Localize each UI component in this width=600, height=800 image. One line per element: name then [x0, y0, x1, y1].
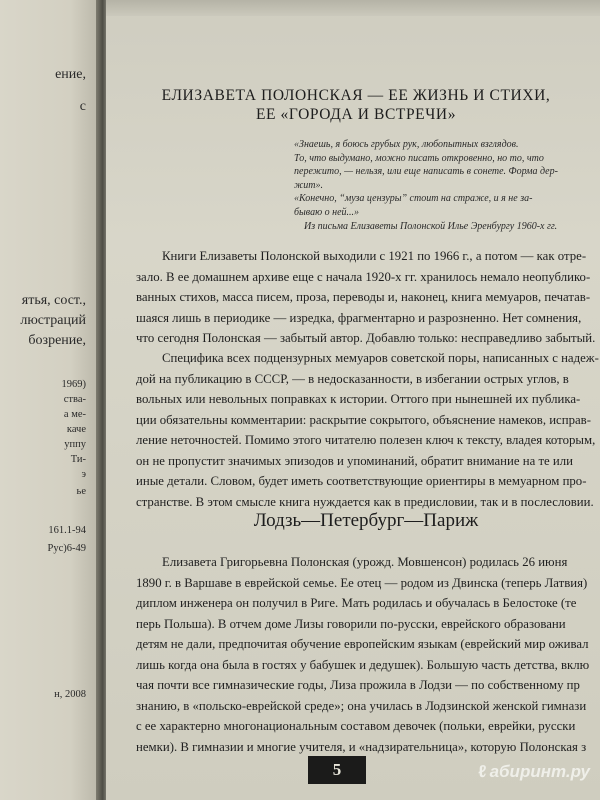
epigraph: [294, 138, 592, 234]
page: [106, 0, 600, 800]
text-line: иные детали. Словом, будет иметь соответствующие ориентиры в мемуарном про-: [136, 474, 587, 488]
text-line: ции обязательны комментарии: раскрытие сокрытого, объяснение намеков, исправ-: [136, 412, 591, 427]
facing-page-fragment: 161.1-94: [48, 525, 86, 536]
text-line: шаяся лишь в периодике — изредка, фрагментарно и разрозненно. Нет сомнения,: [136, 310, 582, 325]
facing-page-fragment: Рус)6-49: [47, 543, 86, 554]
section-heading: Лодзь—Петербург—Париж: [253, 510, 479, 531]
facing-page-fragment: уппу: [64, 439, 86, 450]
text-line: детям не дали, предпочитая обучение европейским языкам (еврейский мир оживал: [136, 637, 589, 651]
facing-page-fragment: ства-: [63, 394, 86, 405]
text-line: ление неточностей. Помимо этого читателю полезен ключ к тексту, владея которым,: [136, 433, 596, 447]
page-top-edge: [106, 0, 600, 16]
text-line: лишь когда она была в гостях у бабушек и дедушек). Большую часть детства, вклю: [136, 657, 590, 672]
epigraph-attribution: Из письма Елизаветы Полонской Илье Эренбургу 1960-х гг.: [304, 221, 558, 232]
facing-page-fragment: э: [81, 469, 86, 480]
text-line: перь Польша). В отчем доме Лизы говорили по-русски, еврейского образовани: [136, 616, 566, 631]
labirint-logo-icon: ℓ: [478, 762, 487, 781]
chapter-title-line: ЕЛИЗАВЕТА ПОЛОНСКАЯ — ЕЕ ЖИЗНЬ И СТИХИ,: [161, 87, 551, 104]
facing-page-fragment: люстраций: [20, 313, 86, 328]
facing-page-fragment: с: [79, 99, 86, 114]
text-line: странстве. В этом смысле книга нуждается как в предисловии, так и в послесловии.: [136, 494, 594, 509]
facing-page-fragment: Ти-: [70, 454, 86, 465]
text-line: 1890 г. в Варшаве в еврейской семье. Ее отец — родом из Двинска (теперь Латвия): [136, 575, 588, 590]
text-line: ванных стихов, масса писем, проза, переводы и, наконец, книга мемуаров, печатав-: [136, 290, 591, 304]
page-number: 5: [308, 756, 366, 784]
facing-page-fragment: н, 2008: [54, 689, 86, 700]
text-line: вольных или невольных поправках к истории. Оттого при нынешней их публика-: [136, 392, 581, 406]
text-line: Книги Елизаветы Полонской выходили с 1921 по 1966 г., а потом — как отре-: [162, 249, 587, 263]
text-line: Специфика всех подцензурных мемуаров советской поры, написанных с надеж-: [162, 351, 599, 365]
facing-page-fragment: ение,: [55, 67, 86, 82]
facing-page-fragment: 1969): [61, 379, 86, 390]
text-line: дой на публикацию в СССР, — в недосказанности, в избегании острых углов, в: [136, 371, 569, 386]
text-line: зало. В ее домашнем архиве еще с начала 1920-х гг. хранилось немало неопублико-: [136, 269, 591, 284]
epigraph-line: жит».: [294, 179, 324, 191]
intro-paragraph-2: [136, 348, 599, 512]
facing-page: [0, 0, 100, 800]
epigraph-line: пережито, — нельзя, или еще написать в сонете. Форма дер-: [294, 166, 558, 177]
intro-paragraph-1: [136, 246, 596, 349]
watermark: [478, 762, 590, 782]
epigraph-line: «Знаешь, я боюсь грубых рук, любопытных взглядов.: [294, 139, 519, 150]
text-line: диплом инженера он получил в Риге. Мать родилась и обучалась в Белостоке (те: [136, 596, 577, 610]
facing-page-fragment: а ме-: [63, 409, 86, 420]
epigraph-line: бываю о ней...»: [294, 206, 360, 218]
text-line: Елизавета Григорьевна Полонская (урожд. Мовшенсон) родилась 26 июня: [162, 555, 568, 569]
epigraph-line: «Конечно, “муза цензуры” стоит на страже, и я не за-: [294, 193, 533, 204]
body-paragraph: [136, 552, 596, 757]
chapter-title-line: ЕЕ «ГОРОДА И ВСТРЕЧИ»: [255, 106, 457, 123]
facing-page-fragment: каче: [66, 424, 86, 435]
text-line: с ее характерно многонациональным составом девочек (польки, еврейки, русски: [136, 719, 576, 733]
text-line: что сегодня Полонская — забытый автор. Добавлю только: несправедливо забытый.: [136, 331, 596, 345]
text-line: чая почти все гимназические годы, Лиза прожила в Лодзи — по собственному пр: [136, 678, 580, 692]
text-line: знанию, в «польско-еврейской среде»; она училась в Лодзинской женской гимнази: [136, 698, 587, 713]
facing-page-fragment: ье: [76, 486, 86, 497]
text-line: он не пропустит значимых эпизодов и упоминаний, обратит внимание на те или: [136, 453, 574, 468]
text-line: немки). В гимназии и многие учителя, и «надзирательница», которую Полонская з: [136, 739, 587, 754]
watermark-text: абиринт.ру: [489, 762, 590, 781]
facing-page-fragment: бозрение,: [28, 333, 86, 348]
chapter-title: [136, 86, 576, 124]
epigraph-line: То, что выдумано, можно писать откровенно, но то, что: [294, 152, 544, 164]
facing-page-fragment: ятья, сост.,: [21, 293, 86, 308]
